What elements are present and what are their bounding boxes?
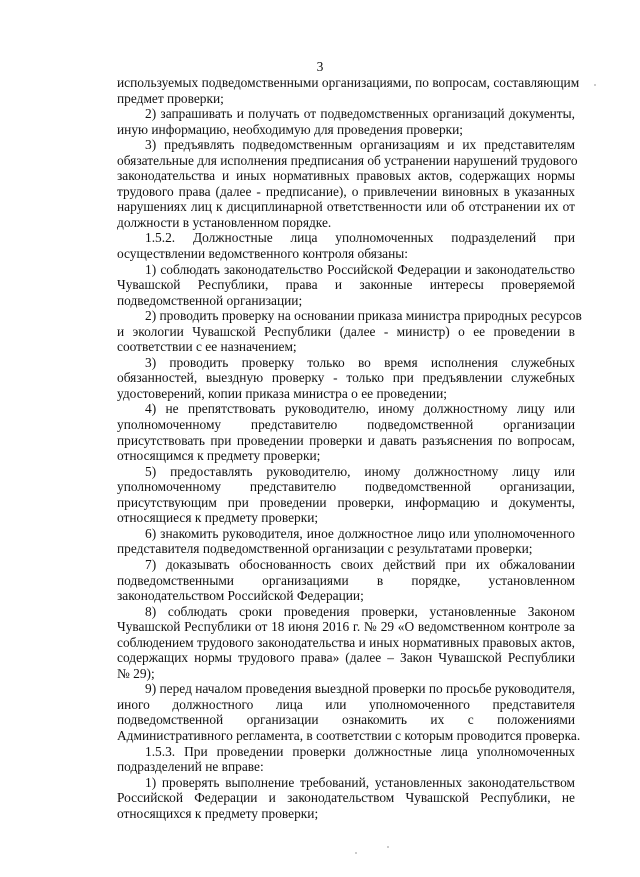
paragraph-right-2 xyxy=(117,106,575,137)
text-line: представителя подведомственной организации с результатами проверки; xyxy=(117,541,533,557)
text-line: должности в установленном порядке. xyxy=(117,214,332,230)
duty-4 xyxy=(117,401,575,463)
text-line: относящиеся к предмету проверки; xyxy=(117,510,319,526)
scan-speck xyxy=(387,846,389,848)
text-line: 6) знакомить руководителя, иное должностное лицо или уполномоченного xyxy=(145,525,575,541)
text-line: 5) предоставлять руководителю, иному должностному лицу или xyxy=(145,463,575,479)
scan-speck xyxy=(355,852,357,854)
text-line: уполномоченному представителю подведомственной организации xyxy=(117,417,575,433)
text-line: и экологии Чувашской Республики (далее - министр) о ее проведении в xyxy=(117,323,575,339)
text-line: обязательные для исполнения предписания об устранении нарушений трудового xyxy=(117,152,578,168)
text-line: 7) доказывать обоснованность своих действий при их обжаловании xyxy=(145,556,575,572)
text-line: подведомственной организации ознакомить их с положениями xyxy=(117,712,575,728)
text-line: соблюдением трудового законодательства и иных нормативных правовых актов, xyxy=(117,634,575,650)
text-line: Чувашской Республики от 18 июня 2016 г. № 29 «О ведомственном контроле за xyxy=(117,619,575,635)
text-line: законодательства и иных нормативных правовых актов, содержащих нормы xyxy=(117,168,575,184)
text-line: иную информацию, необходимую для проведения проверки; xyxy=(117,121,464,137)
text-line: 2) запрашивать и получать от подведомственных организаций документы, xyxy=(145,106,575,122)
text-line: подведомственной организации; xyxy=(117,292,303,308)
text-line: предмет проверки; xyxy=(117,90,224,106)
section-1-5-2 xyxy=(117,230,575,261)
duty-7 xyxy=(117,557,575,604)
text-line: 2) проводить проверку на основании приказа министра природных ресурсов xyxy=(145,308,582,324)
text-line: 1) проверять выполнение требований, установленных законодательством xyxy=(145,774,575,790)
paragraph-right-3 xyxy=(117,137,578,230)
text-line: осуществлении ведомственного контроля обязаны: xyxy=(117,246,408,262)
text-line: 4) не препятствовать руководителю, иному должностному лицу или xyxy=(145,401,575,417)
text-line: Административного регламента, в соответствии с которым проводится проверка. xyxy=(117,727,581,743)
text-line: 8) соблюдать сроки проведения проверки, установленные Законом xyxy=(145,603,575,619)
duty-6 xyxy=(117,526,575,557)
document-body xyxy=(117,75,582,821)
duty-2 xyxy=(117,308,582,355)
text-line: содержащих нормы трудового права» (далее – Закон Чувашской Республики xyxy=(117,650,575,666)
text-line: 1.5.3. При проведении проверки должностные лица уполномоченных xyxy=(145,743,575,759)
text-line: 9) перед началом проведения выездной проверки по просьбе руководителя, xyxy=(145,681,576,697)
text-line: иного должностного лица или уполномоченного представителя xyxy=(117,696,575,712)
text-line: удостоверений, копии приказа министра о ее проведении; xyxy=(117,385,447,401)
scan-speck xyxy=(594,84,596,86)
text-line: № 29); xyxy=(117,665,155,681)
prohibition-1 xyxy=(117,775,575,822)
text-line: используемых подведомственными организациями, по вопросам, составляющим xyxy=(117,75,580,90)
text-line: уполномоченному представителю подведомственной организации, xyxy=(117,479,575,495)
duty-3 xyxy=(117,355,575,402)
duty-8 xyxy=(117,604,575,682)
duty-5 xyxy=(117,464,575,526)
page-number: 3 xyxy=(316,59,324,74)
text-line: нарушениях лиц к дисциплинарной ответственности или об отстранении их от xyxy=(117,199,575,215)
text-line: трудового права (далее - предписание), о привлечении виновных в указанных xyxy=(117,183,575,199)
text-line: обязанностей, выездную проверку - только при предъявлении служебных xyxy=(117,370,575,386)
text-line: присутствующим при проведении проверки, информацию и документы, xyxy=(117,494,575,510)
text-line: 1) соблюдать законодательство Российской Федерации и законодательство xyxy=(145,261,575,277)
duty-9 xyxy=(117,681,581,743)
text-line: присутствовать при проведении проверки и давать разъяснения по вопросам, xyxy=(117,432,575,448)
text-line: соответствии с ее назначением; xyxy=(117,339,297,355)
text-line: 3) проводить проверку только во время исполнения служебных xyxy=(145,354,575,370)
text-line: относящимся к предмету проверки; xyxy=(117,448,321,464)
text-line: 3) предъявлять подведомственным организациям и их представителям xyxy=(145,137,575,153)
paragraph-continuation xyxy=(117,75,580,106)
text-line: подведомственными организациями в порядке, установленном xyxy=(117,572,575,588)
text-line: подразделений не вправе: xyxy=(117,759,264,775)
text-line: 1.5.2. Должностные лица уполномоченных подразделений при xyxy=(145,230,575,246)
duty-1 xyxy=(117,262,575,309)
text-line: относящихся к предмету проверки; xyxy=(117,805,319,821)
text-line: законодательством Российской Федерации; xyxy=(117,588,364,604)
section-1-5-3 xyxy=(117,744,575,775)
text-line: Чувашской Республики, права и законные интересы проверяемой xyxy=(117,277,575,293)
text-line: Российской Федерации и законодательством Чувашской Республики, не xyxy=(117,790,575,806)
